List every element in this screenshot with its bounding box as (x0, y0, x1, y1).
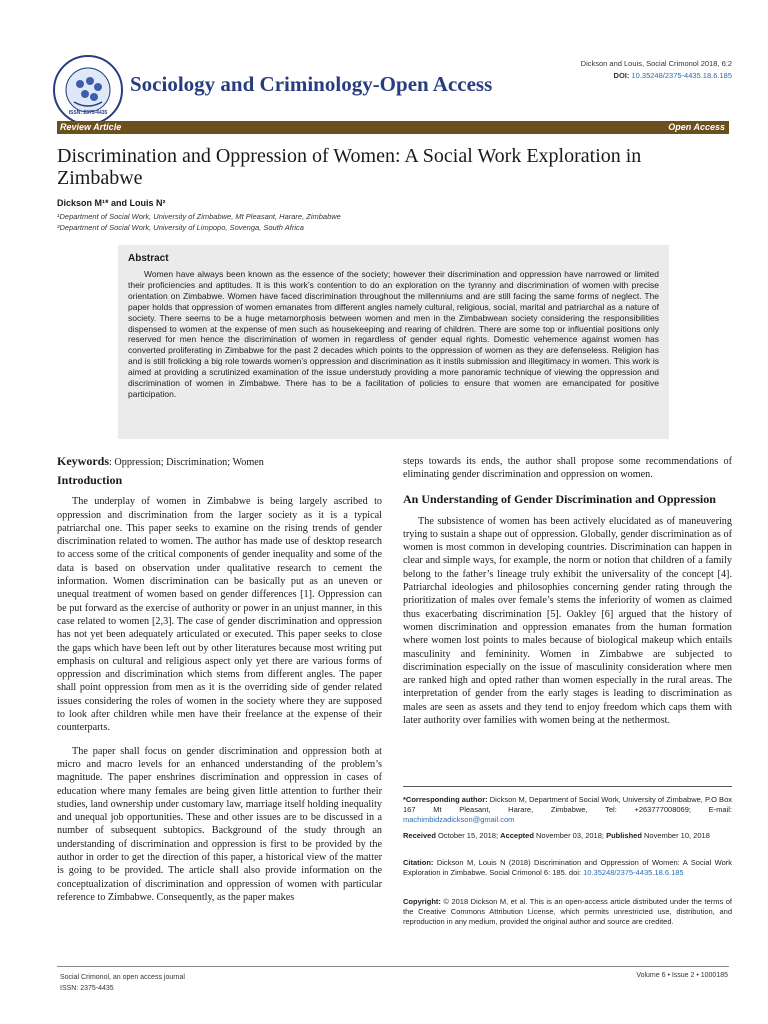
corr-text: Dickson M, Department of Social Work, University of Zimbabwe, P.O Box 167 Mt Pleasant, Harare, Zimbabwe, Tel: +263777008069; E-mail: (403, 795, 732, 814)
keywords-text: : Oppression; Discrimination; Women (109, 457, 264, 468)
intro-paragraph-2-continued: steps towards its ends, the author shall propose some recommendations of eliminating gender discrimination and oppression on women. (403, 456, 732, 481)
affiliation-2: ²Department of Social Work, University of Limpopo, Sovenga, South Africa (57, 223, 304, 232)
article-title: Discrimination and Oppression of Women: A Social Work Exploration in Zimbabwe (57, 145, 642, 189)
svg-text:ISSN: 2375-4435: ISSN: 2375-4435 (68, 110, 108, 116)
review-article-label: Review Article (60, 122, 122, 132)
article-type-band (57, 121, 729, 134)
authors: Dickson M¹* and Louis N² (57, 198, 166, 208)
right-column (403, 455, 732, 737)
abstract-heading: Abstract (128, 253, 169, 264)
corr-label: *Corresponding author: (403, 795, 488, 804)
corresponding-author (403, 795, 732, 825)
accepted-label: Accepted (500, 831, 534, 840)
journal-name[interactable]: Sociology and Criminology-Open Access (130, 72, 493, 96)
accepted-date: November 03, 2018; (533, 831, 607, 840)
footer-volume: Volume 6 • Issue 2 • 1000185 (636, 972, 728, 979)
published-date: November 10, 2018 (641, 831, 710, 840)
citation-block (403, 858, 732, 878)
article-dates (403, 831, 732, 841)
footer-journal: Social Crimonol, an open access journal (60, 974, 185, 981)
intro-paragraph-2: The paper shall focus on gender discrimination and oppression both at micro and macro levels for an enhanced understanding of the problem’s magnitude. The paper enshrines discrimination and oppression in cases of education where many females are being given little attention to further their studies, land ownership under customary law, marriage itself holding inequality and unequal job opportunities. These and other issues are to be discussed in a number of subsequent subtopics. Background of the study through an understanding of discrimination and oppression is first to be provided by the author in order to get the direction of this paper, a historical view of the matter is going to be provided. The article shall also provide information on the conceptualization of discrimination and oppression of women with particular reference to Zimbabwe. Consequently, as the paper makes (57, 745, 382, 903)
keywords (57, 455, 382, 469)
received-date: October 15, 2018; (435, 831, 501, 840)
intro-paragraph-1: The underplay of women in Zimbabwe is being largely ascribed to oppression and discrimination from the larger society as it is a typical patriarchal one. This paper seeks to examine on the rising trends of gender discrimination related to women. The author has made use of desktop research to access some of the critical components of gender inequality and some of the data is based on observation under qualitative research to cement the information. Women discrimination can be basically put as an uneven or unequal treatment of women based on gender differences [1]. Oppression can be put forward as the exercise of authority or power in an unjust manner, in this case related to women [2,3]. The case of gender discrimination and oppression has not yet been adequately articulated or executed. This paper seeks to close the gaps which have been left out by other literatures because most writing put emphasis on cultural and religious aspect only yet there are various forms of oppression and discrimination which stems from different angles. The paper shall point oppression from men as it is the overriding side of gender related issues considering the roles of women in the society where they are supposed to look after children while men have their freelance at the expense of their counterparts. (57, 496, 382, 734)
journal-header (52, 50, 732, 120)
footer-divider (57, 966, 729, 967)
doi-label: DOI: (613, 71, 630, 80)
copyright-label: Copyright: (403, 897, 441, 906)
email-link[interactable]: machimbidzadickson@gmail.com (403, 815, 515, 824)
copyright-text: © 2018 Dickson M, et al. This is an open-access article distributed under the terms of the Creative Commons Attribution License, which permits unrestricted use, distribution, and reproduction in any medium, provided the original author and source are credited. (403, 897, 732, 926)
info-divider (403, 786, 732, 787)
abstract-box (118, 245, 669, 439)
doi-line (581, 70, 732, 82)
abstract-text: Women have always been known as the essence of the society; however their discrimination and oppression have narrowed or limited their proficiencies and aptitudes. It is this work’s contention to do an exploration on the tyranny and discrimination of women with precise orientation on Zimbabwe. Women have faced discrimination throughout the millenniums and are still facing the same forms of neglect. The paper holds that oppression of women emanates from different angles namely cultural, religious, social, marital and patriarchal as a nature of society. There seems to be a huge metamorphosis between women and men in the Zimbabwean society considering the responsibilities dispensed to women at the expense of men such as housekeeping and rearing of children. There are some top or influential positions only reserved for men hence the discrimination of women in regardless of gender equal rights. Domestic vehemence against women has converted proliferating in Zimbabwe for the past 2 decades which points to the oppression of women as they are defenseless. Religion has and is still frolicking a big role towards women’s oppression and discrimination as it instils submission and illegitimacy in women. This work is aimed at providing a scrutinized examination of the issue understudy providing a more panoramic technique of viewing the oppression and discrimination of women in Zimbabwe. There has to be a facilitation of policies to ensure that women are emancipated for positive participation. (128, 269, 659, 399)
footer-issn: ISSN: 2375-4435 (60, 985, 114, 992)
section-heading-introduction: Introduction (57, 473, 123, 488)
journal-logo-icon (52, 54, 124, 126)
citation-label: Citation: (403, 858, 434, 867)
left-column (57, 455, 382, 914)
doi-link[interactable]: 10.35248/2375-4435.18.6.185 (631, 71, 732, 80)
section-heading-understanding: An Understanding of Gender Discrimination and Oppression (403, 491, 716, 506)
section2-paragraph-1: The subsistence of women has been actively elucidated as of maneuvering trying to sustain a shape out of oppression. Globally, gender discrimination as of women is most common in developing countries. Discrimination can happen in clear and simple ways, for example, the norm or notion that children of a family belong to the father’s lineage truly exhibit the universality of the concept [4]. Patriarchal ideologies and philosophies concerning gender rating through the prioritization of males over female’s stems the inferiority of women as claimed thus exacerbating discrimination [5]. Oakley [6] argued that the history of women discrimination and oppression emanates from the human formation where women lost points to males because of biological makeup which entails masculinity and femininity. Women in Zimbabwe are subjected to discrimination especially on the issue of masculinity consideration where men are ranked high and opted rather than women especially in the rural areas. The interpretation of gender from the early stages is leading to discrimination as males are seen as assets and they tend to enjoy freedom which caps them with later authority over families with women being at the nethermost. (403, 515, 732, 727)
affiliation-1: ¹Department of Social Work, University of Zimbabwe, Mt Pleasant, Harare, Zimbabwe (57, 212, 341, 221)
citation-text: Dickson M, Louis N (2018) Discrimination and Oppression of Women: A Social Work Exploration in Zimbabwe. Social Crimonol 6: 185. doi: (403, 858, 732, 877)
received-label: Received (403, 831, 436, 840)
footer-left (60, 972, 185, 994)
copyright-block (403, 897, 732, 927)
article-meta (581, 58, 732, 82)
citation-short: Dickson and Louis, Social Crimonol 2018, 6:2 (580, 59, 732, 68)
citation-doi-link[interactable]: 10.35248/2375-4435.18.6.185 (583, 868, 684, 877)
keywords-label: Keywords (57, 454, 109, 468)
published-label: Published (606, 831, 642, 840)
open-access-label: Open Access (668, 122, 725, 132)
